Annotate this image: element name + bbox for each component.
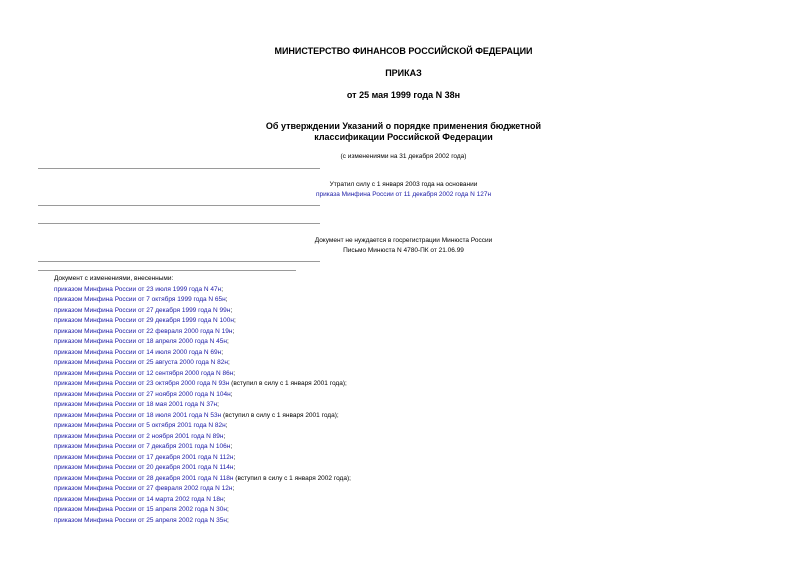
amendment-suffix: ; bbox=[225, 296, 228, 303]
amendment-link[interactable]: приказом Минфина России от 18 июля 2001 года N 53н bbox=[54, 411, 222, 419]
ministry-letter: Письмо Минюста N 4780-ПК от 21.06.99 bbox=[343, 247, 464, 254]
amendment-link[interactable]: приказом Минфина России от 27 февраля 2002 года N 12н bbox=[54, 485, 233, 492]
amendment-suffix: (вступил в силу с 1 января 2002 года); bbox=[233, 474, 351, 482]
list-item bbox=[54, 495, 351, 506]
amendment-suffix: ; bbox=[221, 285, 224, 293]
amendment-link[interactable]: приказом Минфина России от 7 октября 1999 года N 65н bbox=[54, 296, 226, 303]
list-item bbox=[54, 337, 351, 348]
amendment-link[interactable]: приказом Минфина России от 15 апреля 2002 года N 30н bbox=[54, 506, 228, 513]
amendment-link[interactable]: приказом Минфина России от 29 декабря 1999 года N 100н bbox=[54, 317, 234, 324]
amendment-link[interactable]: приказом Минфина России от 28 декабря 2001 года N 118н bbox=[54, 474, 234, 482]
list-item bbox=[54, 432, 351, 443]
amendment-suffix: ; bbox=[223, 432, 226, 440]
list-item bbox=[54, 327, 351, 338]
divider bbox=[38, 261, 320, 262]
amendment-link[interactable]: приказом Минфина России от 20 декабря 2001 года N 114н bbox=[54, 464, 234, 471]
list-item bbox=[54, 379, 351, 390]
amendment-suffix: ; bbox=[233, 453, 236, 461]
amendment-suffix: ; bbox=[232, 327, 235, 335]
document-type: ПРИКАЗ bbox=[385, 68, 422, 78]
list-item bbox=[54, 411, 351, 422]
amendment-link[interactable]: приказом Минфина России от 27 декабря 1999 года N 99н bbox=[54, 306, 231, 314]
amendment-suffix: ; bbox=[230, 443, 233, 450]
amendment-suffix: (вступил в силу с 1 января 2001 года); bbox=[229, 380, 347, 387]
amendment-link[interactable]: приказом Минфина России от 2 ноября 2001 года N 89н bbox=[54, 432, 224, 440]
list-item bbox=[54, 442, 351, 453]
divider bbox=[38, 205, 320, 206]
amendment-suffix: ; bbox=[230, 390, 233, 398]
amendment-suffix: ; bbox=[233, 464, 236, 471]
list-item bbox=[54, 463, 351, 474]
divider bbox=[38, 168, 320, 169]
document-title-line-2: классификации Российской Федерации bbox=[314, 132, 493, 142]
amendment-suffix: ; bbox=[227, 516, 229, 524]
amendment-suffix: ; bbox=[233, 369, 236, 377]
expired-basis-link[interactable]: приказа Минфина России от 11 декабря 2002 года N 127н bbox=[315, 191, 492, 198]
amendment-link[interactable]: приказом Минфина России от 12 сентября 2000 года N 86н bbox=[54, 369, 234, 377]
list-item bbox=[54, 505, 351, 516]
divider bbox=[38, 223, 320, 224]
document-date-number: от 25 мая 1999 года N 38н bbox=[346, 90, 461, 100]
amendment-suffix: ; bbox=[225, 422, 228, 429]
amendment-link[interactable]: приказом Минфина России от 25 августа 2000 года N 82н bbox=[54, 359, 228, 366]
amendment-suffix: ; bbox=[223, 495, 226, 503]
amendment-link[interactable]: приказом Минфина России от 27 ноября 2000 года N 104н bbox=[54, 390, 231, 398]
list-item bbox=[54, 369, 351, 380]
list-item bbox=[54, 306, 351, 317]
document-title-line-1: Об утверждении Указаний о порядке применения бюджетной bbox=[265, 121, 542, 131]
amendment-suffix: ; bbox=[217, 401, 219, 408]
amendment-suffix: (вступил в силу с 1 января 2001 года); bbox=[221, 411, 339, 419]
amendment-link[interactable]: приказом Минфина России от 18 мая 2001 года N 37н bbox=[54, 401, 218, 408]
amendment-suffix: ; bbox=[227, 506, 229, 513]
list-item bbox=[54, 295, 351, 306]
list-item bbox=[54, 516, 351, 527]
amendment-link[interactable]: приказом Минфина России от 22 февраля 2000 года N 19н bbox=[54, 327, 233, 335]
list-item bbox=[54, 484, 351, 495]
registration-notice: Документ не нуждается в госрегистрации Минюста России bbox=[314, 237, 493, 244]
divider bbox=[38, 270, 296, 271]
changes-list bbox=[54, 274, 351, 526]
amendment-suffix: ; bbox=[221, 348, 224, 356]
amendment-suffix: ; bbox=[227, 359, 230, 366]
amendment-suffix: ; bbox=[232, 485, 235, 492]
list-item bbox=[54, 400, 351, 411]
list-item bbox=[54, 316, 351, 327]
changes-heading: Документ с изменениями, внесенными: bbox=[54, 275, 174, 282]
list-item bbox=[54, 421, 351, 432]
revision-note: (с изменениями на 31 декабря 2002 года) bbox=[340, 153, 467, 160]
ministry-heading: МИНИСТЕРСТВО ФИНАНСОВ РОССИЙСКОЙ ФЕДЕРАЦИИ bbox=[274, 46, 533, 56]
list-item bbox=[54, 348, 351, 359]
list-item bbox=[54, 453, 351, 464]
list-item bbox=[54, 474, 351, 485]
amendment-link[interactable]: приказом Минфина России от 7 декабря 2001 года N 106н bbox=[54, 443, 231, 450]
list-item bbox=[54, 358, 351, 369]
amendment-link[interactable]: приказом Минфина России от 23 июля 1999 года N 47н bbox=[54, 285, 222, 293]
list-item bbox=[54, 390, 351, 401]
amendment-suffix: ; bbox=[227, 338, 229, 345]
amendment-link[interactable]: приказом Минфина России от 14 марта 2002 года N 18н bbox=[54, 495, 224, 503]
amendment-link[interactable]: приказом Минфина России от 5 октября 2001 года N 82н bbox=[54, 422, 226, 429]
amendment-suffix: ; bbox=[230, 306, 233, 314]
amendment-link[interactable]: приказом Минфина России от 23 октября 2000 года N 93н bbox=[54, 380, 230, 387]
amendment-link[interactable]: приказом Минфина России от 25 апреля 2002 года N 35н bbox=[54, 516, 228, 524]
amendment-link[interactable]: приказом Минфина России от 17 декабря 2001 года N 112н bbox=[54, 453, 234, 461]
amendment-link[interactable]: приказом Минфина России от 14 июля 2000 года N 69н bbox=[54, 348, 222, 356]
amendment-suffix: ; bbox=[233, 317, 236, 324]
list-item bbox=[54, 285, 351, 296]
amendment-link[interactable]: приказом Минфина России от 18 апреля 2000 года N 45н bbox=[54, 338, 228, 345]
expired-notice: Утратил силу с 1 января 2003 года на основании bbox=[329, 181, 478, 188]
